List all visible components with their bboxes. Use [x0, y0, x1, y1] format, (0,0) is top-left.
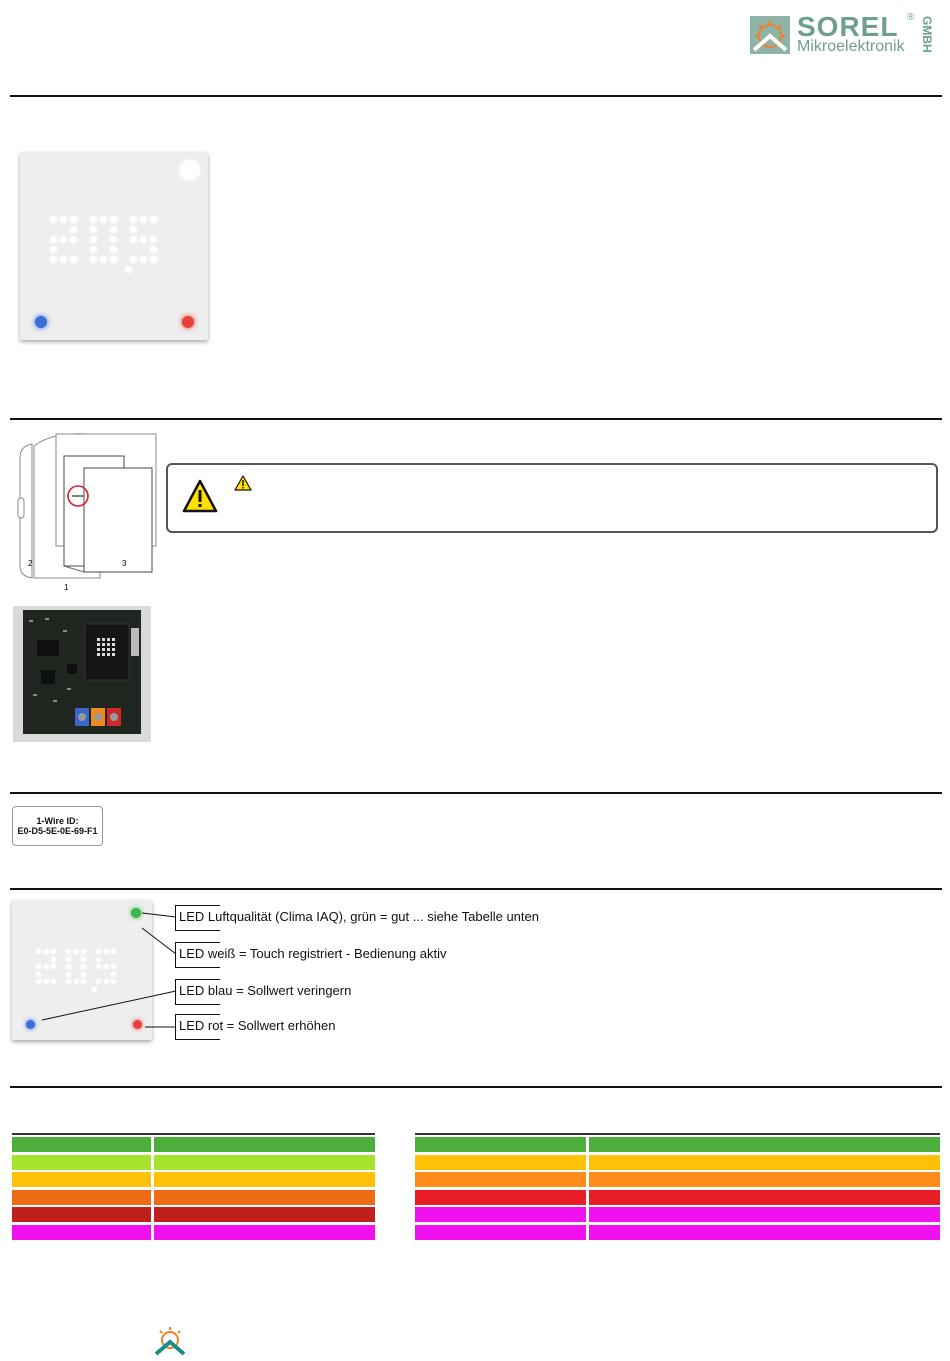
section-divider — [10, 95, 942, 97]
warning-small-icon — [234, 475, 252, 496]
color-bar — [415, 1207, 586, 1222]
logo-name: SOREL — [797, 11, 899, 42]
color-bar — [12, 1172, 151, 1187]
display-dot — [90, 256, 97, 263]
white-led-icon — [180, 160, 200, 180]
device-front-image — [20, 152, 208, 340]
display-dot — [150, 236, 157, 243]
wire-id-sticker — [12, 806, 103, 846]
blue-led-icon — [35, 316, 47, 328]
display-dot — [70, 256, 77, 263]
label-air-quality-led: LED Luftqualität (Clima IAQ), grün = gut ... siehe Tabelle unten — [179, 909, 539, 924]
display-dot — [130, 226, 137, 233]
mounting-diagram — [12, 428, 157, 593]
display-dot — [110, 216, 117, 223]
color-bar — [154, 1137, 375, 1152]
display-dot — [70, 216, 77, 223]
color-bar — [12, 1207, 151, 1222]
display-dot — [150, 256, 157, 263]
logo-emblem-icon — [750, 16, 790, 54]
section-divider — [10, 418, 942, 420]
display-dot — [90, 216, 97, 223]
display-dot — [130, 256, 137, 263]
logo-registered: ® — [907, 12, 915, 23]
display-dot — [50, 216, 57, 223]
logo-subtitle: Mikroelektronik — [797, 38, 905, 55]
display-dot — [100, 256, 107, 263]
diagram-label-1: 1 — [64, 583, 69, 592]
color-bar — [12, 1137, 151, 1152]
display-dot — [50, 246, 57, 253]
color-bar — [12, 1155, 151, 1170]
color-bar — [415, 1172, 586, 1187]
display-dot — [140, 256, 147, 263]
label-red-led: LED rot = Sollwert erhöhen — [179, 1018, 336, 1033]
section-divider — [10, 1086, 942, 1088]
display-dot — [60, 256, 67, 263]
color-bar — [154, 1172, 375, 1187]
display-dot — [60, 236, 67, 243]
display-dot — [90, 226, 97, 233]
color-bar — [12, 1190, 151, 1205]
display-dot — [90, 236, 97, 243]
sticker-id: E0-D5-5E-0E-69-F1 — [17, 826, 98, 836]
color-bar — [589, 1155, 940, 1170]
sticker-label: 1-Wire ID: — [36, 816, 79, 826]
display-dot — [110, 256, 117, 263]
color-bar — [154, 1155, 375, 1170]
logo-suffix: GMBH — [920, 16, 934, 53]
display-dot — [70, 236, 77, 243]
display-dot — [50, 256, 57, 263]
color-bar — [415, 1190, 586, 1205]
display-dot — [90, 246, 97, 253]
display-dot — [125, 266, 132, 273]
color-bar — [589, 1190, 940, 1205]
table-left-header — [12, 1133, 375, 1135]
color-bar — [154, 1190, 375, 1205]
display-dot — [130, 216, 137, 223]
display-dot — [140, 236, 147, 243]
color-bar — [154, 1207, 375, 1222]
diagram-label-3: 3 — [122, 559, 127, 568]
color-bar — [589, 1172, 940, 1187]
display-dot — [150, 246, 157, 253]
table-right-header — [415, 1133, 940, 1135]
display-dot — [100, 216, 107, 223]
warning-large-icon — [182, 479, 218, 518]
color-bar — [589, 1207, 940, 1222]
display-dot — [140, 216, 147, 223]
color-bar — [589, 1225, 940, 1240]
color-bar — [415, 1155, 586, 1170]
diagram-label-2: 2 — [28, 559, 33, 568]
display-dot — [70, 226, 77, 233]
color-bar — [589, 1137, 940, 1152]
display-dot — [110, 226, 117, 233]
footer-emblem-icon — [154, 1326, 186, 1361]
label-white-led: LED weiß = Touch registriert - Bedienung aktiv — [179, 946, 447, 961]
display-dot — [150, 216, 157, 223]
display-dot — [110, 246, 117, 253]
circuit-board-image — [13, 606, 151, 742]
warning-box — [166, 463, 938, 533]
section-divider — [10, 792, 942, 794]
color-bar — [415, 1225, 586, 1240]
red-led-icon — [182, 316, 194, 328]
display-dot — [50, 236, 57, 243]
color-bar — [12, 1225, 151, 1240]
display-dot — [110, 236, 117, 243]
display-dot — [130, 236, 137, 243]
color-bar — [415, 1137, 586, 1152]
color-bar — [154, 1225, 375, 1240]
display-dot — [60, 216, 67, 223]
label-blue-led: LED blau = Sollwert veringern — [179, 983, 352, 998]
